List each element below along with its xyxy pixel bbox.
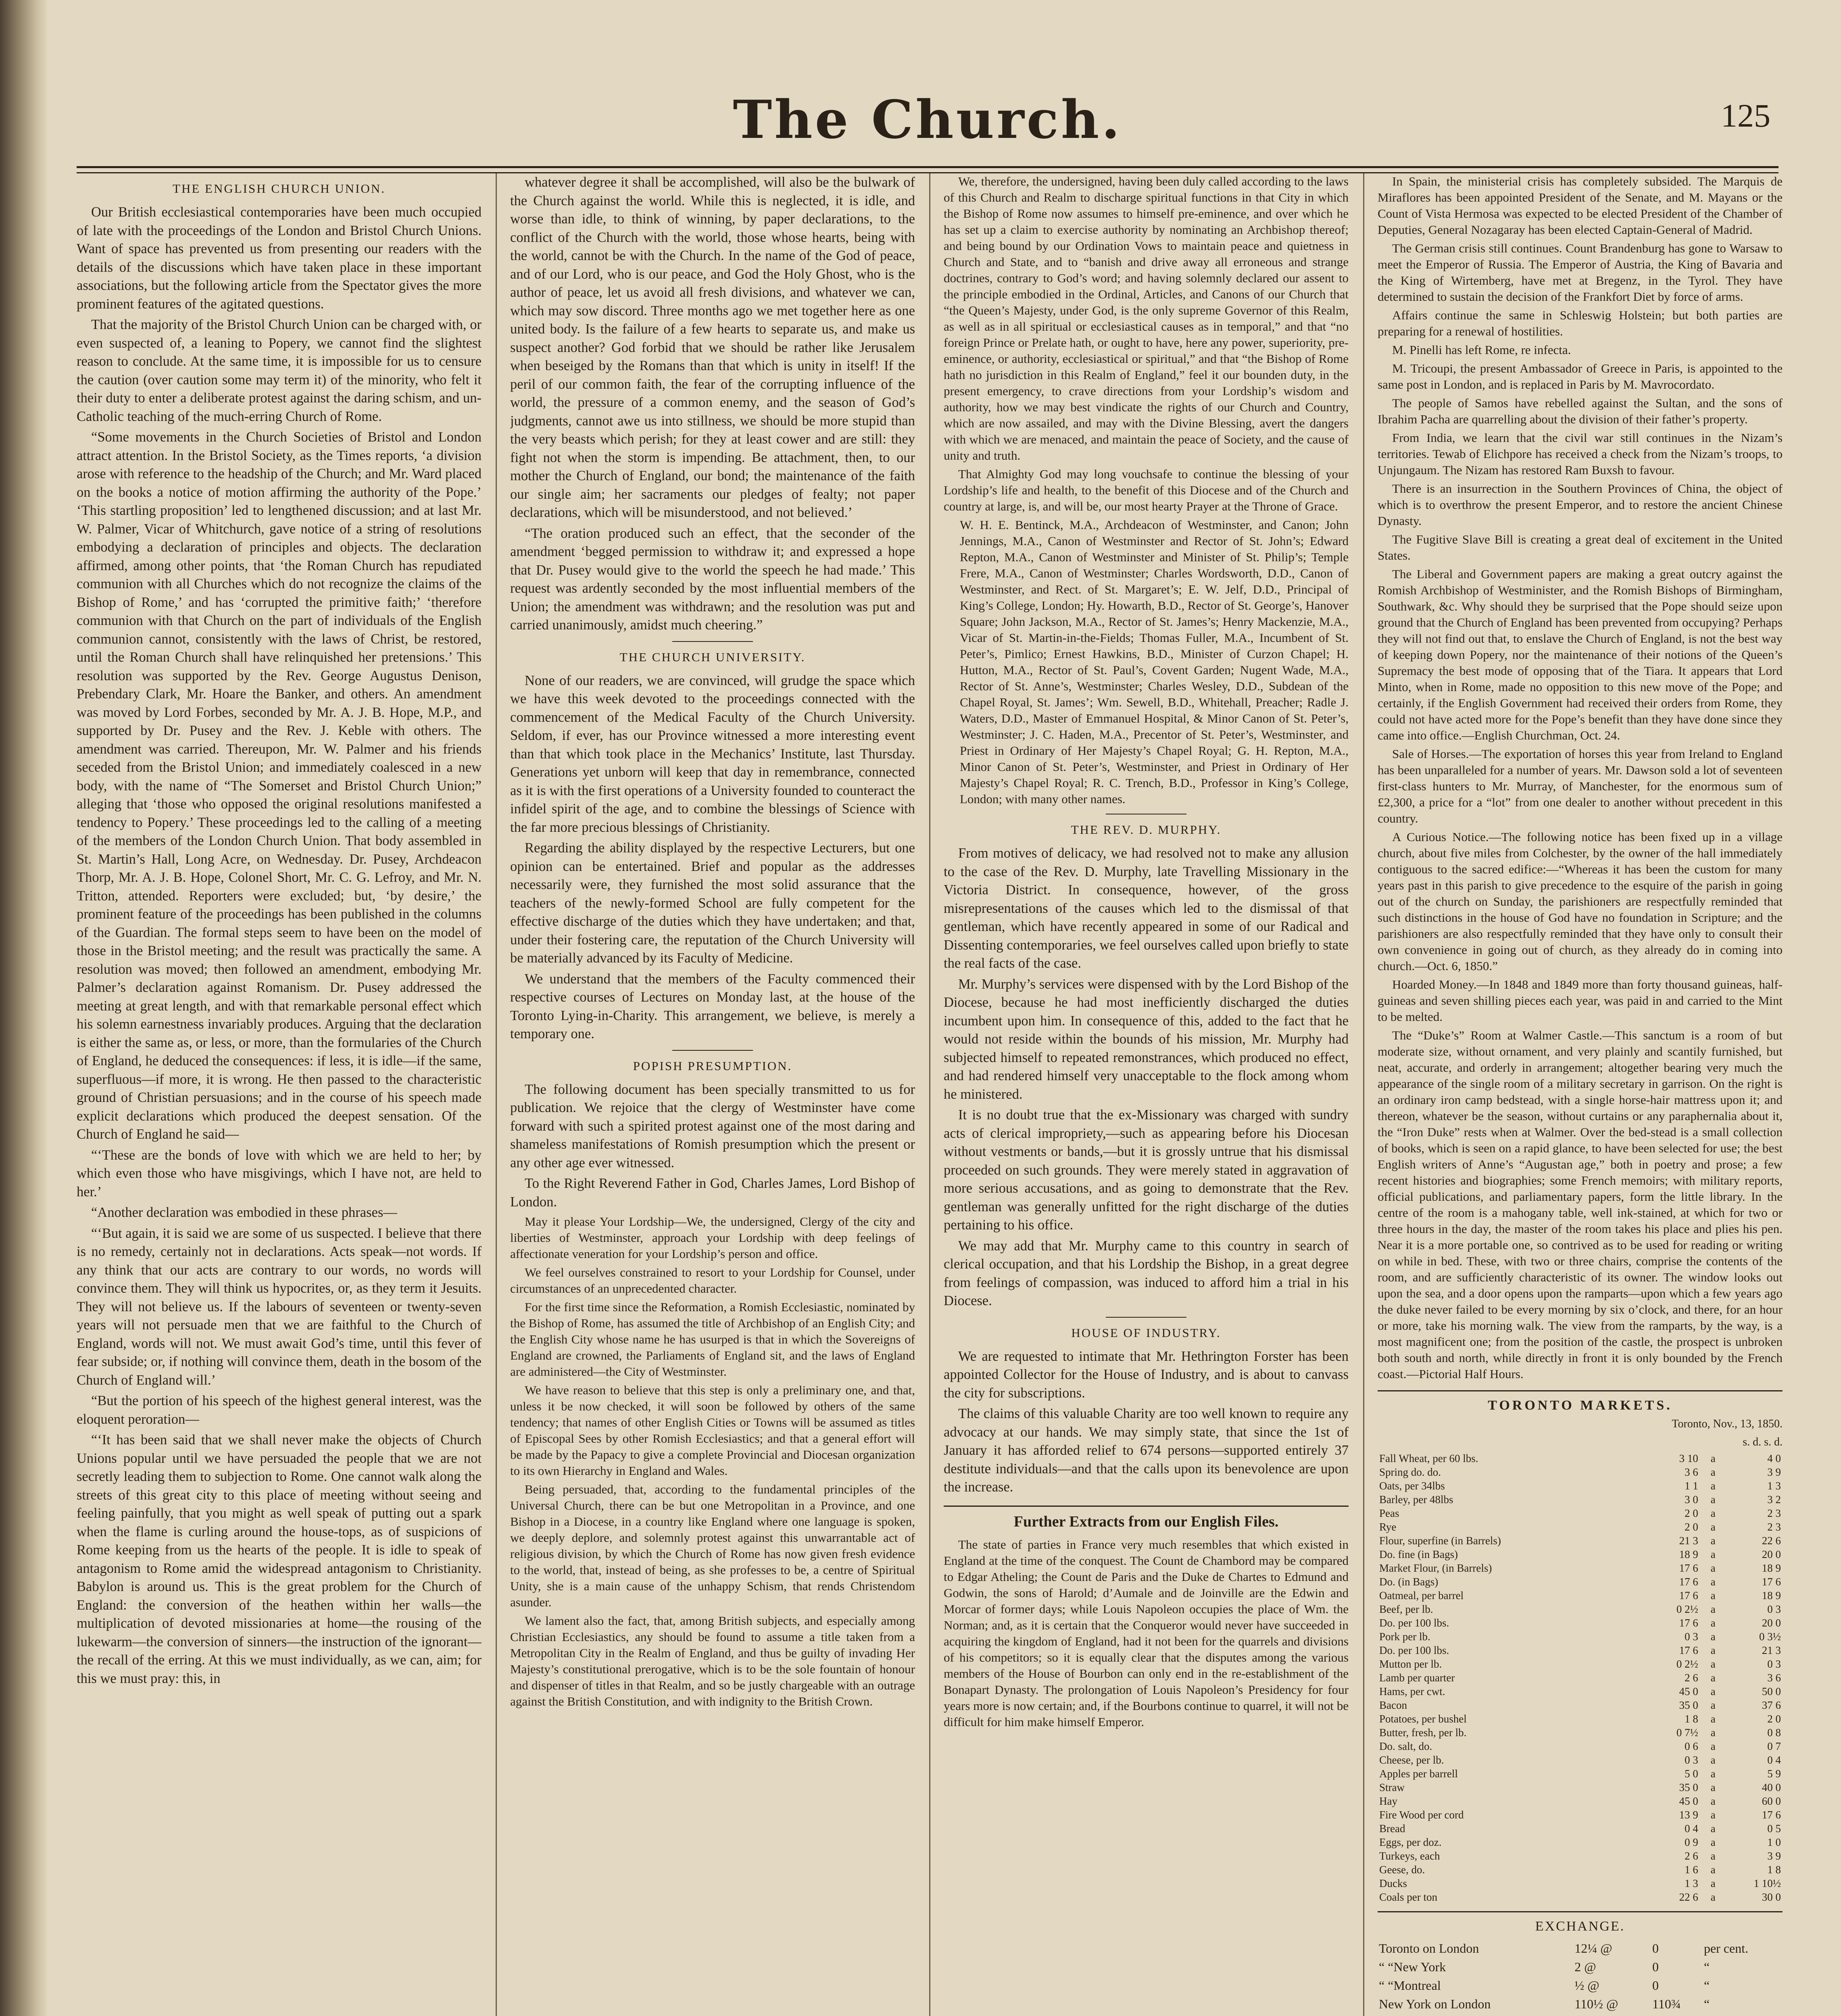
article-body-industry: [944, 1347, 1349, 1497]
table-cell: 3 10: [1679, 1452, 1698, 1464]
paragraph: “‘But again, it is said we are some of us suspected. I believe that there is no remedy, certainly not in declarations. Acts speak—not words. If any think that our acts are contrary to our words, no words will convince them. They will think us hypocrites, or, as they term it Jesuits. They will not believe us. If the labours of seventeen or twenty-seven years will not persuade men that we are faithful to the Church of England, words will not. We must await God’s time, until this fever of fear subside; or, if nothing will convince them, death in the bosom of the Church of England will.’: [77, 1225, 482, 1388]
table-cell: a: [1710, 1466, 1716, 1478]
table-cell: a: [1710, 1479, 1716, 1492]
news-items: [1378, 173, 1783, 1382]
table-cell: Bread: [1379, 1822, 1405, 1835]
table-cell: 17 6: [1762, 1808, 1781, 1821]
table-cell: 17 6: [1762, 1575, 1781, 1588]
market-row: [1378, 1493, 1783, 1506]
table-cell: 3 9: [1767, 1849, 1781, 1862]
market-row: [1378, 1643, 1783, 1657]
table-cell: 0 3: [1767, 1603, 1781, 1615]
table-cell: a: [1710, 1808, 1716, 1821]
table-cell: 22 6: [1762, 1534, 1781, 1547]
market-row: [1378, 1616, 1783, 1630]
page-number: 125: [1721, 97, 1770, 134]
table-cell: 21 3: [1679, 1534, 1698, 1547]
table-cell: 0 7½: [1676, 1726, 1698, 1739]
table-cell: 5 9: [1767, 1767, 1781, 1780]
table-cell: 13 9: [1679, 1808, 1698, 1821]
market-row: [1378, 1657, 1783, 1671]
table-cell: 0 9: [1685, 1836, 1698, 1848]
article-heading-industry: HOUSE OF INDUSTRY.: [1071, 1325, 1221, 1340]
table-cell: 1 6: [1685, 1863, 1698, 1876]
table-cell: 37 6: [1762, 1699, 1781, 1711]
paragraph: Being persuaded, that, according to the fundamental principles of the Universal Church, there can be but one Metropolitan in a Province, and one Bishop in a Diocese, in a country like England where one language is spoken, we deeply deplore, and solemnly protest against this unwarrantable act of religious division, by which the Church of Rome has now given fresh evidence to the world, that, instead of being, as she professes to be, a centre of Spiritual Unity, she is a main cause of the unhappy Schism, that rends Christendom asunder.: [510, 1482, 915, 1609]
table-cell: a: [1710, 1548, 1716, 1560]
paragraph: The Fugitive Slave Bill is creating a great deal of excitement in the United States.: [1378, 532, 1783, 562]
article-body-church-union: [77, 203, 482, 1688]
paragraph: In Spain, the ministerial crisis has completely subsided. The Marquis de Miraflores has been appointed President of the Senate, and M. Mayans or the Count of Vista Hermosa was expected to be elected President of the Chamber of Deputies, General Nozagaray has been elected Captain-General of Madrid.: [1378, 174, 1783, 237]
table-cell: 1 0: [1767, 1836, 1781, 1848]
table-cell: Do. salt, do.: [1379, 1740, 1432, 1752]
table-cell: a: [1710, 1699, 1716, 1711]
column-1: [77, 173, 482, 2016]
table-cell: 3 2: [1767, 1493, 1781, 1506]
paragraph: There is an insurrection in the Southern Provinces of China, the object of which is to overthrow the present Emperor, and to restore the ancient Chinese Dynasty.: [1378, 481, 1783, 528]
table-cell: a: [1710, 1671, 1716, 1684]
table-cell: Spring do. do.: [1379, 1466, 1441, 1478]
market-row: [1378, 1753, 1783, 1767]
table-cell: Bacon: [1379, 1699, 1407, 1711]
table-cell: 2 3: [1767, 1507, 1781, 1519]
page-header: [60, 81, 1795, 173]
table-cell: a: [1710, 1534, 1716, 1547]
table-cell: Toronto on London: [1379, 1941, 1479, 1956]
table-cell: a: [1710, 1616, 1716, 1629]
article-heading-extracts: Further Extracts from our English Files.: [944, 1506, 1349, 1531]
exchange-table: [1378, 1939, 1783, 2014]
table-cell: Apples per barrell: [1379, 1767, 1458, 1780]
table-cell: 1 3: [1685, 1877, 1698, 1889]
paragraph: “‘These are the bonds of love with which we are held to her; by which even those who have misgivings, which I have not, are held to her.’: [77, 1147, 482, 1200]
table-cell: a: [1710, 1562, 1716, 1574]
paragraph: Our British ecclesiastical contemporaries have been much occupied of late with the proceedings of the London and Bristol Church Unions. Want of space has prevented us from presenting our readers with the details of the discussions which have taken place in these important associations, but the following article from the Spectator gives the more prominent features of the agitated questions.: [77, 204, 482, 312]
table-cell: 3 6: [1767, 1671, 1781, 1684]
table-cell: 18 9: [1762, 1589, 1781, 1602]
paragraph: We, therefore, the undersigned, having been duly called according to the laws of this Church and Realm to discharge spiritual functions in that City in which the Bishop of Rome now assumes to himself pre-eminence, and over which he has set up a claim to exercise authority by nominating an Archbishop thereof; and being bound by our Ordination Vows to maintain peace and quietness in Church and State, and to “banish and drive away all erroneous and strange doctrines, contrary to God’s word; and having solemnly declared our assent to the principle embodied in the Ordinal, Articles, and Canons of our Church that “the Queen’s Majesty, under God, is the only supreme Governor of this Realm, as well as in all spiritual or ecclesiastical causes as in temporal,” and that “no foreign Prince or Prelate hath, or ought to have, here any power, superiority, pre-eminence, or authority, ecclesiastical or spiritual,” and that “the Bishop of Rome hath no jurisdiction in this Realm of England,” feel it our bounden duty, in the present emergency, to crave directions from your Lordship’s wisdom and authority, how we may best vindicate the rights of our Church and Country, which are now assailed, and may with the Divine Blessing, avert the dangers with which we are menaced, and maintain the peace of Society, and the cause of unity and truth.: [944, 174, 1349, 462]
table-cell: a: [1710, 1658, 1716, 1670]
paragraph: The people of Samos have rebelled against the Sultan, and the sons of Ibrahim Pacha are quarrelling about the division of their father’s property.: [1378, 396, 1783, 426]
table-cell: 21 3: [1762, 1644, 1781, 1656]
market-row: [1378, 1630, 1783, 1643]
table-cell: Fire Wood per cord: [1379, 1808, 1464, 1821]
column-divider: [496, 173, 497, 2016]
exchange-row: [1378, 1995, 1782, 2013]
market-row: [1378, 1712, 1783, 1726]
table-cell: 2 6: [1685, 1849, 1698, 1862]
table-cell: 45 0: [1679, 1685, 1698, 1697]
paragraph: The German crisis still continues. Count Brandenburg has gone to Warsaw to meet the Emperor of Russia. The Emperor of Austria, the King of Bavaria and the King of Wirtemberg, have met at Bregenz, in the Tyrol. They have determined to sustain the decision of the Frankfort Diet by force of arms.: [1378, 241, 1783, 304]
market-row: [1378, 1726, 1783, 1739]
paragraph: From motives of delicacy, we had resolved not to make any allusion to the case of the Rev. D. Murphy, late Travelling Missionary in the Victoria District. In consequence, however, of the gross misrepresentations of the causes which led to the dismissal of that gentleman, which have recently appeared in some of our Radical and Dissenting contemporaries, we feel ourselves called upon briefly to state the real facts of the case.: [944, 846, 1349, 971]
table-cell: Lamb per quarter: [1379, 1671, 1455, 1684]
table-cell: a: [1710, 1754, 1716, 1766]
table-cell: 35 0: [1679, 1781, 1698, 1793]
market-row: [1378, 1835, 1783, 1849]
table-cell: 2 0: [1685, 1507, 1698, 1519]
table-cell: a: [1710, 1877, 1716, 1889]
market-row: [1378, 1547, 1783, 1561]
table-cell: 17 6: [1679, 1644, 1698, 1656]
table-cell: 0 3: [1767, 1658, 1781, 1670]
table-cell: Do. fine (in Bags): [1379, 1548, 1458, 1560]
paragraph: “But the portion of his speech of the highest general interest, was the eloquent peroration—: [77, 1393, 482, 1427]
table-cell: 22 6: [1679, 1891, 1698, 1903]
table-cell: “ “Montreal: [1379, 1978, 1441, 1993]
article-body-university: [510, 672, 915, 1043]
table-cell: 110¾: [1652, 1997, 1681, 2011]
table-cell: 1 8: [1685, 1712, 1698, 1725]
table-cell: 2 3: [1767, 1520, 1781, 1533]
paragraph: From India, we learn that the civil war still continues in the Nizam’s territories. Tewab of Elichpore has received a check from the Nizam’s troops, to Unjungaum. The Nizam has restored Ram Buxsh to favour.: [1378, 431, 1783, 477]
table-cell: “ “New York: [1379, 1960, 1446, 1974]
table-cell: Barley, per 48lbs: [1379, 1493, 1453, 1506]
table-cell: Do. per 100 lbs.: [1379, 1644, 1449, 1656]
paragraph: Regarding the ability displayed by the respective Lecturers, but one opinion can be entertained. Brief and popular as the addresses necessarily were, they furnished the most solid assurance that the teachers of the newly-formed School are fully competent for the effective discharge of the duties which they have undertaken; and that, under their fostering care, the reputation of the Church University will be materially advanced by its Faculty of Medicine.: [510, 840, 915, 966]
table-cell: 4 0: [1767, 1452, 1781, 1464]
table-cell: 2 0: [1767, 1712, 1781, 1725]
table-cell: 110½ @: [1574, 1997, 1618, 2011]
paragraph: M. Pinelli has left Rome, re infecta.: [1392, 343, 1571, 357]
paragraph: Affairs continue the same in Schleswig Holstein; but both parties are preparing for a renewal of hostilities.: [1378, 308, 1783, 338]
table-cell: 17 6: [1679, 1589, 1698, 1602]
article-body-murphy: [944, 844, 1349, 1310]
column-4: [1378, 173, 1783, 2016]
table-cell: 0: [1652, 1960, 1659, 1974]
table-cell: 1 8: [1767, 1863, 1781, 1876]
book-binding-edge: [0, 0, 48, 2016]
article-body-extracts: [944, 1537, 1349, 1730]
table-cell: Market Flour, (in Barrels): [1379, 1562, 1492, 1574]
table-cell: 0: [1652, 1978, 1659, 1993]
paragraph: The “Duke’s” Room at Walmer Castle.—This sanctum is a room of but moderate size, without ornament, and very plainly and scantily furnished, but neat, accurate, and orderly in arrangement; altogether bearing very much the appearance of the single room of a military secretary in garrison. On the right is an ordinary iron camp bedstead, with a single horse-hair mattress upon it; and thereon, whatever be the season, without curtains or any paraphernalia about it, the “Iron Duke” rests when at Walmer. Over the bed-stead is a small collection of books, which is seen on a rapid glance, to have been selected for use; the best English writers of Anne’s “Augustan age,” both in poetry and prose; a few recent histories and biographies; some French memoirs; with military reports, official publications, and parliamentary papers, form the little library. In the centre of the room is a mahogany table, well ink-stained, at which for two or three hours in the day, the master of the room takes his place and plies his pen. Near it is a more portable one, so contrived as to be used for reading or writing on while in bed. These, with two or three chairs, comprise the contents of the room, and are sufficiently characteristic of its owner. The window looks out upon the sea, and a door opens upon the ramparts—upon which a few years ago the duke never failed to be every morning by six o’clock, and there, for an hour or more, take his morning walk. The view from the ramparts, by the way, is a most magnificent one; from the position of the castle, the prospect is unbroken both south and north, while directly in front it is only bounded by the French coast.—Pictorial Half Hours.: [1378, 1028, 1783, 1381]
paragraph: M. Tricoupi, the present Ambassador of Greece in Paris, is appointed to the same post in London, and is replaced in Paris by M. Mavrocordato.: [1378, 361, 1783, 392]
markets-units: s. d. s. d.: [1743, 1436, 1783, 1448]
article-body-peroration: [510, 173, 915, 635]
table-cell: a: [1710, 1891, 1716, 1903]
paragraph: The state of parties in France very much resembles that which existed in England at the time of the conquest. The Count de Chambord may be compared to Edgar Atheling; the Count de Paris and the Duke de Chartes to Edmund and Godwin, the sons of Harold; d’Aumale and de Joinville are the Edwin and Morcar of former days; while Louis Napoleon occupies the place of Wm. the Norman; and, as it is certain that the Conqueror would never have succeeded in acquiring the kingdom of England, had it not been for the quarrels and divisions of his competitors; so it is equally clear that the disputes among the various members of the House of Bourbon can only end in the re-establishment of the Bonapart Dynasty. The prolongation of Louis Napoleon’s Presidency for four years more is now certain; and, if the Bourbons continue to quarrel, it will not be difficult for him make himself Emperor.: [944, 1537, 1349, 1729]
market-row: [1378, 1671, 1783, 1685]
market-row: [1378, 1685, 1783, 1698]
table-cell: Mutton per lb.: [1379, 1658, 1442, 1670]
section-separator: [1106, 1317, 1186, 1318]
table-cell: 30 0: [1762, 1891, 1781, 1903]
market-row: [1378, 1863, 1783, 1876]
paragraph: For the first time since the Reformation, a Romish Ecclesiastic, nominated by the Bishop of Rome, has assumed the title of Archbishop of an English City; and the English City whose name he has usurped is that in which the Sovereigns of England are crowned, the Parliaments of England sit, and the laws of England are administered—the City of Westminster.: [510, 1300, 915, 1379]
header-rule: [77, 166, 1778, 173]
table-cell: a: [1710, 1767, 1716, 1780]
table-cell: Fall Wheat, per 60 lbs.: [1379, 1452, 1478, 1464]
table-cell: 0 2½: [1676, 1603, 1698, 1615]
signatories-list: W. H. E. Bentinck, M.A., Archdeacon of Westminster, and Canon; John Jennings, M.A., Canon of Westminster and Rector of St. John’s; Edward Repton, M.A., Canon of Westminster and Minister of St. Philip’s; Temple Frere, M.A., Canon of Westminster; Charles Wordsworth, D.D., Canon of Westminster, and Rect. of St. Margaret’s; E. W. Jelf, D.D., Principal of King’s College, London; Hy. Howarth, B.D., Rector of St. George’s, Hanover Square; John Jackson, M.A., Rector of St. James’s; Henry Mackenzie, M.A., Vicar of St. Martin-in-the-Fields; Thomas Fuller, M.A., Incumbent of St. Peter’s, Pimlico; Ernest Hawkins, B.D., Minister of Curzon Chapel; H. Hutton, M.A., Rector of St. Paul’s, Covent Garden; Nugent Wade, M.A., Rector of St. Anne’s, Westminster; Charles Wesley, D.D., Subdean of the Chapel Royal, St. James’; Wm. Sewell, B.D., Whitehall, Preacher; Radle J. Waters, D.D., Master of Emmanuel Hospital, & Minor Canon of St. Peter’s, Westminster; J. C. Haden, M.A., Precentor of St. Peter’s, Westminster, and Priest in Ordinary of Her Majesty’s Chapel Royal; G. H. Repton, M.A., Minor Canon of St. Peter’s, Westminster, and Priest in Ordinary of Her Majesty’s Chapel Royal; R. C. Trench, B.D., Professor in King’s College, London; with many other names.: [960, 518, 1349, 806]
table-cell: 0 2½: [1676, 1658, 1698, 1670]
market-row: [1378, 1465, 1783, 1479]
paragraph: The following document has been specially transmitted to us for publication. We rejoice that the clergy of Westminster have come forward with such a spirited protest against one of the most daring and shameless manifestations of Romish presumption which the present or any other age ever witnessed.: [510, 1081, 915, 1170]
table-cell: 20 0: [1762, 1616, 1781, 1629]
market-row: [1378, 1479, 1783, 1493]
table-cell: 45 0: [1679, 1795, 1698, 1807]
market-row: [1378, 1520, 1783, 1534]
table-cell: Hams, per cwt.: [1379, 1685, 1445, 1697]
table-cell: a: [1710, 1740, 1716, 1752]
table-cell: Turkeys, each: [1379, 1849, 1440, 1862]
table-cell: 1 1: [1685, 1479, 1698, 1492]
table-cell: 0 3: [1685, 1754, 1698, 1766]
table-cell: 12¼ @: [1574, 1941, 1612, 1956]
paragraph: Hoarded Money.—In 1848 and 1849 more than forty thousand guineas, half-guineas and seven shilling pieces each year, was paid in and carried to the Mint to be melted.: [1378, 977, 1783, 1024]
table-cell: ½ @: [1574, 1978, 1599, 1993]
table-cell: a: [1710, 1452, 1716, 1464]
table-cell: a: [1710, 1849, 1716, 1862]
table-cell: a: [1710, 1493, 1716, 1506]
markets-date: Toronto, Nov., 13, 1850.: [1672, 1417, 1783, 1430]
table-cell: 60 0: [1762, 1795, 1781, 1807]
table-cell: a: [1710, 1603, 1716, 1615]
table-cell: Eggs, per doz.: [1379, 1836, 1442, 1848]
table-cell: 17 6: [1679, 1562, 1698, 1574]
paragraph: To the Right Reverend Father in God, Charles James, Lord Bishop of London.: [510, 1176, 915, 1210]
table-cell: “: [1703, 1997, 1710, 2011]
paragraph: We feel ourselves constrained to resort to your Lordship for Counsel, under circumstances of an unprecedented character.: [510, 1265, 915, 1295]
table-cell: 0 4: [1685, 1822, 1698, 1835]
table-cell: a: [1710, 1589, 1716, 1602]
table-cell: 0 5: [1767, 1822, 1781, 1835]
table-cell: a: [1710, 1726, 1716, 1739]
table-cell: 3 0: [1685, 1493, 1698, 1506]
table-cell: a: [1710, 1712, 1716, 1725]
table-cell: per cent.: [1703, 1941, 1749, 1956]
market-row: [1378, 1575, 1783, 1589]
paragraph: We lament also the fact, that, among British subjects, and especially among Christian Ecclesiastics, any should be found to assume a title taken from a Metropolitan City in the Realm of England, and thus be guilty of invading Her Majesty’s constitutional prerogative, which is to be the sole fountain of honour and dispenser of titles in that Realm, and so be justly chargeable with an outrage against the British Constitution, and with indignity to the British Crown.: [510, 1614, 915, 1708]
table-cell: 17 6: [1679, 1575, 1698, 1588]
table-cell: a: [1710, 1795, 1716, 1807]
paragraph: That the majority of the Bristol Church Union can be charged with, or even suspected of, a leaning to Popery, we cannot find the slightest reason to conclude. At the same time, it is impossible for us to censure the caution (over caution some may term it) of the minority, who felt it their duty to enter a deliberate protest against the daring schism, and un-Catholic teaching of the much-erring Church of Rome.: [77, 317, 482, 424]
table-cell: Flour, superfine (in Barrels): [1379, 1534, 1501, 1547]
table-cell: 0 8: [1767, 1726, 1781, 1739]
table-cell: 0 7: [1767, 1740, 1781, 1752]
table-cell: Oats, per 34lbs: [1379, 1479, 1445, 1492]
market-row: [1378, 1589, 1783, 1602]
market-row: [1378, 1794, 1783, 1808]
markets-table: [1378, 1452, 1783, 1904]
paragraph: The claims of this valuable Charity are too well known to require any advocacy at our hands. We may simply state, that since the 1st of January it has afforded relief to 674 persons—supported entirely 37 destitute individuals—and that the calls upon its benevolence are upon the increase.: [944, 1406, 1349, 1495]
paragraph: We understand that the members of the Faculty commenced their respective courses of Lectures on Monday last, at the house of the Toronto Lying-in-Charity. This arrangement, we believe, is merely a temporary one.: [510, 971, 915, 1041]
section-separator: [672, 641, 753, 642]
table-cell: 18 9: [1762, 1562, 1781, 1574]
table-cell: 0 3: [1685, 1630, 1698, 1643]
table-cell: “: [1703, 1978, 1710, 1993]
table-cell: Cheese, per lb.: [1379, 1754, 1444, 1766]
market-row: [1378, 1808, 1783, 1822]
table-cell: a: [1710, 1630, 1716, 1643]
table-cell: 50 0: [1762, 1685, 1781, 1697]
column-divider: [1363, 173, 1364, 2016]
table-cell: 2 6: [1685, 1671, 1698, 1684]
table-cell: Geese, do.: [1379, 1863, 1425, 1876]
market-row: [1378, 1602, 1783, 1616]
paragraph: Mr. Murphy’s services were dispensed with by the Lord Bishop of the Diocese, because he had most inefficiently discharged the duties incumbent upon him. In consequence of this, added to the fact that he would not reside within the bounds of his mission, Mr. Murphy had subjected himself to repeated remonstrances, which produced no effect, and had rendered himself very unacceptable to the flock among whom he ministered.: [944, 976, 1349, 1102]
column-3: [944, 173, 1349, 2016]
paragraph: “Some movements in the Church Societies of Bristol and London attract attention. In the Bristol Society, as the Times reports, ‘a division arose with reference to the headship of the Church; and Mr. Ward placed on the books a notice of motion affirming the authority of the Pope.’ ‘This startling proposition’ led to lengthened discussion; and at last Mr. W. Palmer, Vicar of Whitchurch, gave notice of a string of resolutions embodying a declaration of principles and objects. The declaration affirmed, among other points, that ‘the Roman Church has repudiated communion with all Churches which do not recognize the claims of the Bishop of Rome,’ and has ‘corrupted the primitive faith;’ ‘therefore communion with that Church on the part of individuals of the English communion cannot, consistently with the laws of Christ, be restored, until the Roman Church shall have relinquished her pretensions.’ This resolution was supported by the Rev. George Augustus Denison, Prebendary Clark, Mr. Hoare the Banker, and others. An amendment was moved by Lord Forbes, seconded by Mr. A. J. B. Hope, M.P., and supported by Dr. Pusey and the Rev. J. Keble with others. The amendment was carried. Thereupon, Mr. W. Palmer and his friends seceded from the Bristol Union; and immediately coalesced in a new body, with the name of “The Somerset and Bristol Church Union;” alleging that ‘those who opposed the original resolutions manifested a tendency to Popery.’ These proceedings led to the calling of a meeting of the members of the London Church Union. That body assembled in St. Martin’s Hall, Long Acre, on Wednesday. Dr. Pusey, Archdeacon Thorp, Mr. A. J. B. Hope, Colonel Short, Mr. C. G. Lefroy, and Mr. N. Tritton, attended. Reporters were excluded; but, ‘by desire,’ the prominent feature of the proceedings has been published in the columns of the Guardian. The formal steps seem to have been on the model of those in the Bristol meeting; and the result was practically the same. A resolution was moved; then followed an amendment, embodying Mr. Palmer’s declaration against Romanism. Dr. Pusey addressed the meeting at great length, and with that remarkable personal effect which his solemn earnestness invariably produces. Arguing that the declaration is either the same as, or less, or more, than the formularies of the Church of England, he deduced the consequences: if less, it is idle—if the same, superfluous—if more, it is wrong. He then passed to the characteristic ground of Christian persuasions; and in the course of his speech made explicit declarations which produced the deepest sensation. Of the Church of England he said—: [77, 429, 482, 1142]
table-cell: Oatmeal, per barrel: [1379, 1589, 1464, 1602]
paragraph: A Curious Notice.—The following notice has been fixed up in a village church, about five miles from Colchester, by the owner of the hall immediately contiguous to the sacred edifice:—“Whereas it has been the custom for many years past in this parish to give precedence to the esquire of the parish in going out of the church on Sunday, the parishioners are respectfully reminded that such distinctions in the house of God have no foundation in Scripture; and the parishioners are also respectfully reminded that they have only to consult their own convenience in going out of church, as they already do in coming into church.—Oct. 6, 1850.”: [1378, 830, 1783, 973]
article-heading-church-union: THE ENGLISH CHURCH UNION.: [173, 181, 386, 196]
market-row: [1378, 1849, 1783, 1863]
table-cell: Pork per lb.: [1379, 1630, 1430, 1643]
article-heading-murphy: THE REV. D. MURPHY.: [1071, 823, 1222, 837]
table-cell: Rye: [1379, 1520, 1397, 1533]
market-row: [1378, 1822, 1783, 1835]
market-row: [1378, 1890, 1783, 1904]
table-cell: a: [1710, 1822, 1716, 1835]
section-separator: [672, 1050, 753, 1051]
table-cell: Potatoes, per bushel: [1379, 1712, 1467, 1725]
table-cell: 17 6: [1679, 1616, 1698, 1629]
table-cell: 2 @: [1574, 1960, 1596, 1974]
exchange-row: [1378, 1958, 1782, 1976]
market-row: [1378, 1876, 1783, 1890]
newspaper-columns: [77, 173, 1783, 2016]
article-body-address: [510, 1214, 915, 1710]
column-2: [510, 173, 915, 2016]
masthead-title: The Church.: [733, 89, 1122, 150]
table-cell: a: [1710, 1863, 1716, 1876]
paragraph: It is no doubt true that the ex-Missionary was charged with sundry acts of clerical impropriety,—such as appearing before his Diocesan without vestments or bands,—but it is grossly untrue that his dismissal proceeded on such grounds. They were merely stated in aggravation of more serious accusations, and as going to demonstrate that the Rev. gentleman was generally unfitted for the right discharge of the duties pertaining to his office.: [944, 1107, 1349, 1233]
paragraph: We have reason to believe that this step is only a preliminary one, and that, unless it be now checked, it will soon be followed by others of the same tendency; that names of other English Cities or Towns will be assumed as titles of Episcopal Sees by other Romish Ecclesiastics; and that a general effort will be made by the Papacy to give a complete Provincial and Diocesan organization to its own Hierarchy in England and Wales.: [510, 1383, 915, 1478]
paragraph: We are requested to intimate that Mr. Hethrington Forster has been appointed Collector for the House of Industry, and is about to canvass the city for subscriptions.: [944, 1348, 1349, 1401]
table-cell: Coals per ton: [1379, 1891, 1437, 1903]
market-row: [1378, 1781, 1783, 1794]
table-cell: Peas: [1379, 1507, 1399, 1519]
article-heading-university: THE CHURCH UNIVERSITY.: [619, 650, 806, 664]
paragraph: That Almighty God may long vouchsafe to continue the blessing of your Lordship’s life and health, to the benefit of this Diocese and of the Church and country at large, is, and will be, our most hearty Prayer at the Throne of Grace.: [944, 467, 1349, 513]
table-cell: Do. (in Bags): [1379, 1575, 1439, 1588]
table-cell: New York on London: [1379, 1997, 1491, 2011]
table-cell: 0 3½: [1759, 1630, 1781, 1643]
table-cell: a: [1710, 1575, 1716, 1588]
table-cell: a: [1710, 1520, 1716, 1533]
table-cell: a: [1710, 1644, 1716, 1656]
table-cell: 5 0: [1685, 1767, 1698, 1780]
table-cell: Do. per 100 lbs.: [1379, 1616, 1449, 1629]
exchange-title: EXCHANGE.: [1378, 1911, 1783, 1936]
market-row: [1378, 1452, 1783, 1465]
table-cell: a: [1710, 1781, 1716, 1793]
table-cell: Ducks: [1379, 1877, 1407, 1889]
market-row: [1378, 1698, 1783, 1712]
table-cell: 35 0: [1679, 1699, 1698, 1711]
table-cell: 1 3: [1767, 1479, 1781, 1492]
table-cell: 0 4: [1767, 1754, 1781, 1766]
market-row: [1378, 1767, 1783, 1781]
market-row: [1378, 1506, 1783, 1520]
paragraph: “Another declaration was embodied in these phrases—: [91, 1205, 397, 1220]
table-cell: Butter, fresh, per lb.: [1379, 1726, 1467, 1739]
paragraph: Sale of Horses.—The exportation of horses this year from Ireland to England has been unparalleled for a number of years. Mr. Dawson sold a lot of seventeen first-class hunters to Mr. Murray, of Manchester, for the enormous sum of £2,300, a price for a “lot” from one dealer to another without precedent in this country.: [1378, 747, 1783, 825]
table-cell: Beef, per lb.: [1379, 1603, 1433, 1615]
paragraph: “The oration produced such an effect, that the seconder of the amendment ‘begged permission to withdraw it; and expressed a hope that Dr. Pusey would give to the world the speech he had made.’ This request was ardently seconded by the most influential members of the Union; the amendment was withdrawn; and the resolution was put and carried unanimously, amidst much cheering.”: [510, 525, 915, 633]
article-body-popish: [510, 1081, 915, 1212]
market-row: [1378, 1561, 1783, 1575]
market-row: [1378, 1534, 1783, 1547]
table-cell: a: [1710, 1507, 1716, 1519]
markets-title: TORONTO MARKETS.: [1378, 1390, 1783, 1415]
exchange-row: [1378, 1976, 1782, 1994]
market-row: [1378, 1739, 1783, 1753]
paragraph: “‘It has been said that we shall never make the objects of Church Unions popular until we have persuaded the people that we are not secretly leading them to subjection to Rome. One cannot walk along the streets of this great city to this place of meeting without seeing and feeling painfully, that you might as well speak of putting out a spark when the flame is curling around the house-tops, as of suspicions of Rome keeping from us the hearts of the people. It is idle to speak of antagonism to Rome amid the widespread antagonism to Christianity. Babylon is around us. This is the great problem for the Church of England: the conversion of the heathen within her walls—the multiplication of devoted missionaries at home—the rousing of the lukewarm—the conversion of sinners—the instruction of the ignorant—the recall of the erring. At this we must individually, as we can, aim; for this we must pray: this, in: [77, 1432, 482, 1686]
table-cell: a: [1710, 1836, 1716, 1848]
paragraph: We may add that Mr. Murphy came to this country in search of clerical occupation, and that his Lordship the Bishop, in a great degree from feelings of compassion, was induced to afford him a trial in his Diocese.: [944, 1238, 1349, 1308]
exchange-row: [1378, 1939, 1782, 1957]
table-cell: 20 0: [1762, 1548, 1781, 1560]
table-cell: “: [1703, 1960, 1710, 1974]
article-body-address-continued: [944, 173, 1349, 514]
table-cell: 1 10½: [1753, 1877, 1781, 1889]
table-cell: Hay: [1379, 1795, 1397, 1807]
paragraph: whatever degree it shall be accomplished, will also be the bulwark of the Church against the world. While this is neglected, it is idle, and worse than idle, to think of winning, by paper declarations, to the conflict of the Church with the world, those whose hearts, being with the world, cannot be with the Church. In the name of the God of peace, and of our Lord, who is our peace, and God the Holy Ghost, who is the author of peace, let us avoid all fresh divisions, and whatever we can, which may sow discord. Three months ago we met together here as one united body. Is the failure of a few hearts to separate us, and make us suspect another? God forbid that we should be rather like Jerusalem when beseiged by the Romans than that which is unity in itself! If the peril of our common faith, the fear of the corrupting influence of the world, the pressure of a common enemy, and the season of God’s judgments, cannot awe us into stillness, we should be more stupid than the very beasts which perish; for they at least cower and are still: they fight not when the storm is impending. Be attachment, then, to our mother the Church of England, our bond; the maintenance of the faith our single aim; her sacraments our pledges of fealty; not paper declarations, which will be misunderstood, and not believed.’: [510, 175, 915, 520]
paragraph: None of our readers, we are convinced, will grudge the space which we have this week devoted to the proceedings connected with the commencement of the Medical Faculty of the Church University. Seldom, if ever, has our Province witnessed a more interesting event than that which took place in the Mechanics’ Institute, last Thursday. Generations yet unborn will keep that day in remembrance, connected as it is with the first operations of a University founded to counteract the infidel spirit of the age, and to combine the blessings of Science with the far more precious blessings of Christianity.: [510, 673, 915, 835]
table-cell: 18 9: [1679, 1548, 1698, 1560]
table-cell: a: [1710, 1685, 1716, 1697]
table-cell: 0: [1652, 1941, 1659, 1956]
table-cell: 3 9: [1767, 1466, 1781, 1478]
paragraph: May it please Your Lordship—We, the undersigned, Clergy of the city and liberties of Westminster, approach your Lordship with deep feelings of affectionate veneration for your Lordship’s person and office.: [510, 1214, 915, 1261]
table-cell: 2 0: [1685, 1520, 1698, 1533]
article-heading-popish: POPISH PRESUMPTION.: [633, 1058, 792, 1073]
column-divider: [929, 173, 930, 2016]
paragraph: The Liberal and Government papers are making a great outcry against the Romish Archbishop of Westminister, and the Romish Bishops of Birmingham, Southwark, &c. Why should they be surprised that the Pope should seize upon ground that the Church of England has been prevented from occupying? Perhaps they will not find out that, to enslave the Church of England, is not the best way of keeping down Popery, nor the maintenance of their notions of the Queen’s Supremacy the best mode of opposing that of the Tiara. It appears that Lord Minto, when in Rome, made no opposition to this new move of the Pope; and certainly, if the English Government had received their orders from Rome, they could not have acted more for the Pope’s benefit than they have done since they came into office.—English Churchman, Oct. 24.: [1378, 567, 1783, 742]
table-cell: 40 0: [1762, 1781, 1781, 1793]
table-cell: 0 6: [1685, 1740, 1698, 1752]
table-cell: Straw: [1379, 1781, 1405, 1793]
table-cell: 3 6: [1685, 1466, 1698, 1478]
